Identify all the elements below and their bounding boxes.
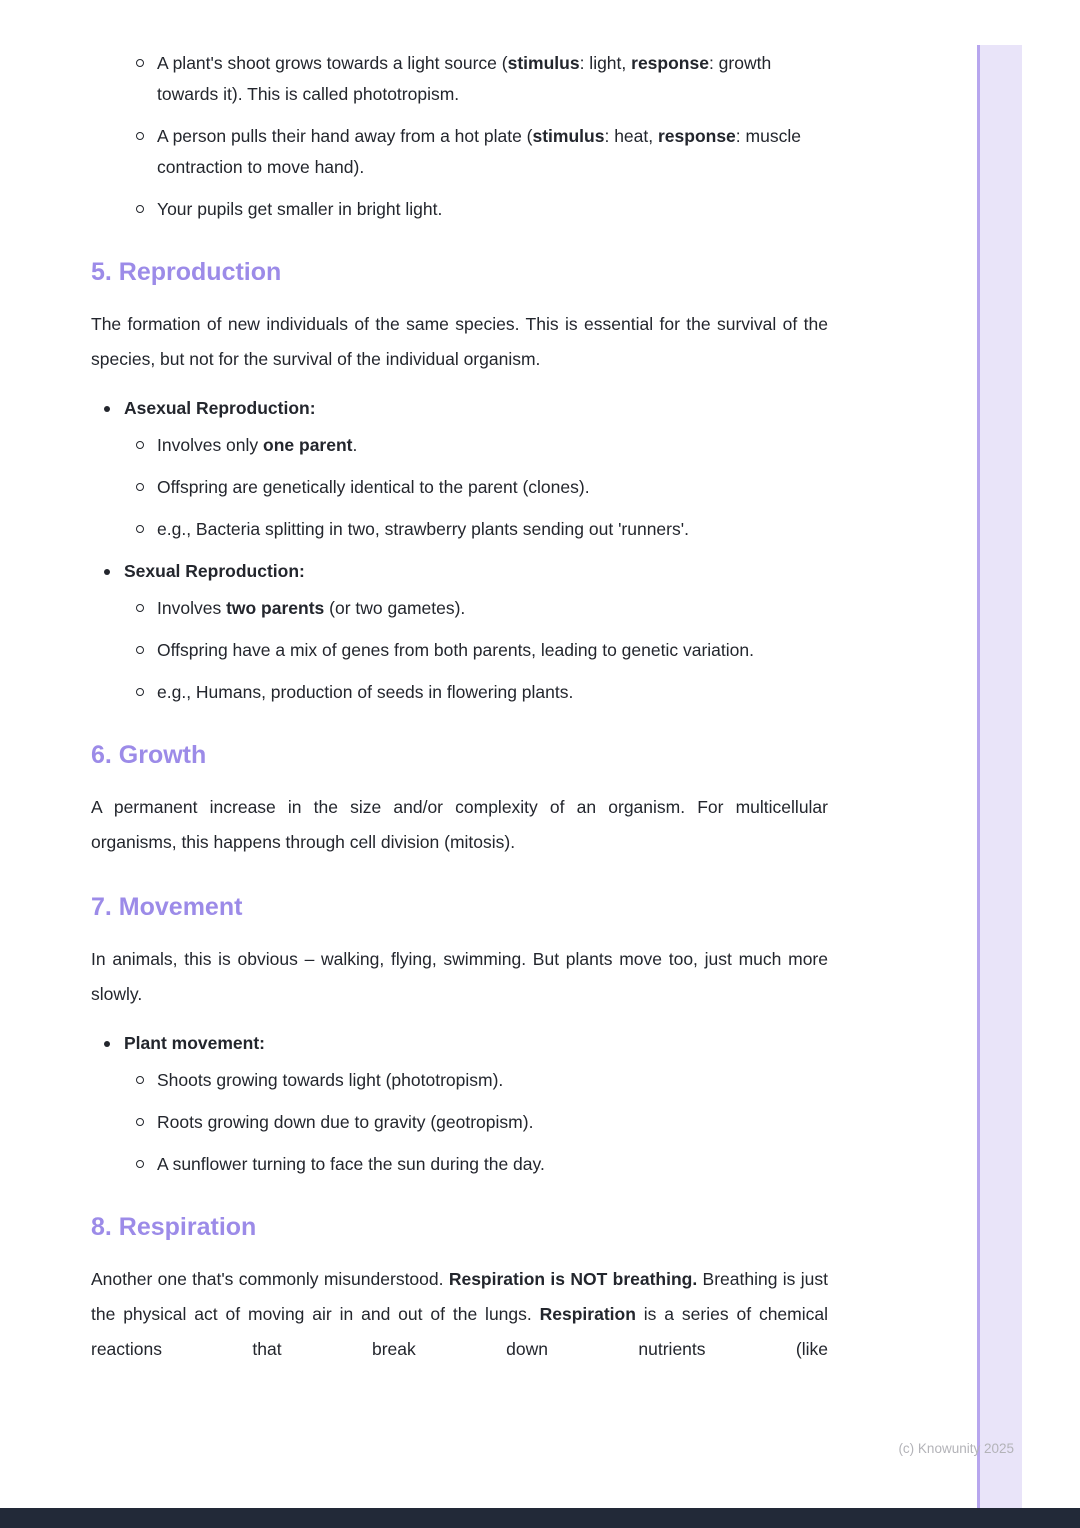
- text-segment: Your pupils get smaller in bright light.: [157, 199, 443, 219]
- sub-bullet-text: [157, 593, 828, 624]
- document-blocks: [91, 48, 828, 1383]
- section-heading: 5. Reproduction: [91, 258, 282, 286]
- paragraph: [91, 790, 828, 860]
- bullet-dot-icon: [104, 406, 110, 412]
- circle-bullet-icon: [136, 1076, 144, 1084]
- copyright-credit: (c) Knowunity 2025: [898, 1441, 1014, 1456]
- circle-bullet-icon: [136, 525, 144, 533]
- text-segment: stimulus: [507, 53, 580, 73]
- sub-bullet-text: [157, 1149, 828, 1180]
- sub-bullet-text: [157, 635, 828, 666]
- sub-bullet-text: [157, 430, 828, 461]
- sub-bullet-item: [91, 1065, 828, 1096]
- sub-bullet-list: [91, 48, 828, 225]
- circle-bullet-icon: [136, 132, 144, 140]
- sub-bullet-text: [157, 1065, 828, 1096]
- text-segment: e.g., Humans, production of seeds in flowering plants.: [157, 682, 574, 702]
- circle-bullet-icon: [136, 205, 144, 213]
- text-segment: one parent: [263, 435, 353, 455]
- text-segment: e.g., Bacteria splitting in two, strawberry plants sending out 'runners'.: [157, 519, 689, 539]
- text-segment: : muscle contraction to move hand).: [157, 126, 801, 177]
- sub-bullet-item: [91, 1149, 828, 1180]
- text-segment: Roots growing down due to gravity (geotropism).: [157, 1112, 534, 1132]
- text-segment: Respiration is NOT breathing.: [448, 1269, 698, 1289]
- sub-bullet-item: [91, 677, 828, 708]
- text-segment: : heat,: [604, 126, 658, 146]
- sub-bullet-item: [91, 1107, 828, 1138]
- sub-bullet-text: [157, 194, 828, 225]
- sub-bullet-item: [91, 48, 828, 110]
- sub-bullet-text: [157, 472, 828, 503]
- circle-bullet-icon: [136, 646, 144, 654]
- sub-bullet-item: [91, 635, 828, 666]
- text-segment: is a series of chemical reactions that break down nutrients (like: [91, 1304, 828, 1359]
- text-segment: Involves only: [157, 435, 264, 455]
- page-gap-bar: [0, 1508, 1080, 1528]
- text-segment: Respiration: [539, 1304, 636, 1324]
- text-segment: Sexual Reproduction:: [124, 561, 305, 581]
- sub-bullet-item: [91, 121, 828, 183]
- text-segment: stimulus: [532, 126, 605, 146]
- text-segment: A person pulls their hand away from a hot plate (: [157, 126, 533, 146]
- section-heading: 6. Growth: [91, 741, 207, 769]
- sub-bullet-text: [157, 1107, 828, 1138]
- paragraph: [91, 942, 828, 1012]
- bullet-text: [124, 556, 828, 587]
- text-segment: response: [657, 126, 736, 146]
- sub-bullet-item: [91, 472, 828, 503]
- text-segment: : growth towards it). This is called phototropism.: [157, 53, 772, 104]
- text-segment: Asexual Reproduction:: [124, 398, 316, 418]
- sub-bullet-text: [157, 677, 828, 708]
- text-segment: A plant's shoot grows towards a light source (: [157, 53, 508, 73]
- text-segment: Offspring have a mix of genes from both parents, leading to genetic variation.: [157, 640, 754, 660]
- circle-bullet-icon: [136, 1118, 144, 1126]
- circle-bullet-icon: [136, 688, 144, 696]
- text-segment: Breathing is just the physical act of moving air in and out of the lungs.: [91, 1269, 828, 1324]
- bullet-text: [124, 1028, 828, 1059]
- text-segment: Shoots growing towards light (phototropism).: [157, 1070, 504, 1090]
- sub-bullet-list: [91, 1065, 828, 1180]
- sub-bullet-list: [91, 430, 828, 545]
- text-segment: Involves: [157, 598, 227, 618]
- paragraph: [91, 1262, 828, 1367]
- text-segment: A permanent increase in the size and/or complexity of an organism. For multicellular organisms, this happens through cell division (mitosis).: [91, 797, 828, 852]
- bullet-item: [91, 1028, 828, 1059]
- text-segment: Plant movement:: [124, 1033, 265, 1053]
- sub-bullet-item: [91, 430, 828, 461]
- sub-bullet-text: [157, 121, 828, 183]
- bullet-text: [124, 393, 828, 424]
- text-segment: In animals, this is obvious – walking, flying, swimming. But plants move too, just much more slowly.: [91, 949, 828, 1004]
- sub-bullet-text: [157, 514, 828, 545]
- section-heading: 7. Movement: [91, 893, 243, 921]
- text-segment: Offspring are genetically identical to the parent (clones).: [157, 477, 590, 497]
- circle-bullet-icon: [136, 1160, 144, 1168]
- text-segment: .: [352, 435, 358, 455]
- text-segment: A sunflower turning to face the sun during the day.: [157, 1154, 545, 1174]
- text-segment: response: [631, 53, 709, 73]
- circle-bullet-icon: [136, 59, 144, 67]
- circle-bullet-icon: [136, 483, 144, 491]
- text-segment: : light,: [579, 53, 632, 73]
- sub-bullet-item: [91, 593, 828, 624]
- paragraph: [91, 307, 828, 377]
- bullet-item: [91, 556, 828, 587]
- text-segment: The formation of new individuals of the same species. This is essential for the survival of the species, but not for the survival of the individual organism.: [91, 314, 828, 369]
- sub-bullet-item: [91, 194, 828, 225]
- section-heading: 8. Respiration: [91, 1213, 257, 1241]
- text-segment: Another one that's commonly misunderstood.: [91, 1269, 449, 1289]
- text-segment: (or two gametes).: [324, 598, 466, 618]
- text-segment: two parents: [226, 598, 325, 618]
- circle-bullet-icon: [136, 441, 144, 449]
- bullet-dot-icon: [104, 569, 110, 575]
- sub-bullet-text: [157, 48, 828, 110]
- sub-bullet-item: [91, 514, 828, 545]
- circle-bullet-icon: [136, 604, 144, 612]
- sub-bullet-list: [91, 593, 828, 708]
- right-margin-strip: [977, 45, 1022, 1508]
- bullet-dot-icon: [104, 1041, 110, 1047]
- bullet-item: [91, 393, 828, 424]
